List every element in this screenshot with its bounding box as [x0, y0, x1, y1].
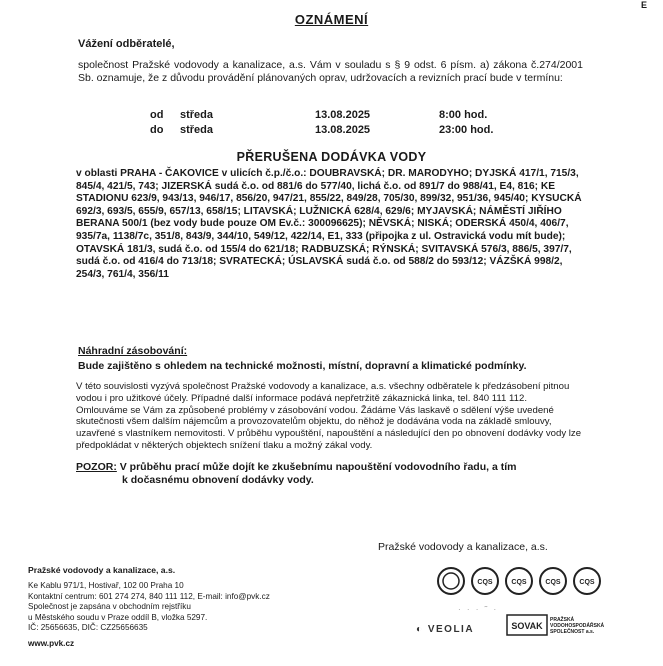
schedule-date: 13.08.2025 — [315, 124, 371, 136]
sovak-subtext: PRAŽSKÁ VODOHOSPODÁŘSKÁ SPOLEČNOST a.s. — [550, 617, 605, 635]
seal-icon — [574, 568, 600, 594]
footer-ids: IČ: 25656635, DIČ: CZ25656635 — [28, 623, 148, 633]
warning-label: POZOR: — [76, 461, 117, 473]
seal-label: CQS — [545, 579, 561, 586]
notice-paragraph-2: Omlouváme se Vám za způsobené problémy v zásobování vodou. Žádáme Vás laskavě o sdělení výše uvedené skutečnosti všem dalším nájemcům a provozovatelům objektu, do něhož je dodávána voda na základě smlouvy, uzavřené s vlastníkem nemovitosti. V průběhu vypouštění, napouštění a následující den po obnovení dodávky vody lze předpokládat v některých objektech snížení tlaku a možný zákal vody. — [76, 404, 582, 451]
seal-label: CQS — [477, 579, 493, 586]
certification-seals — [436, 566, 606, 596]
outage-area-text: v oblasti PRAHA - ČAKOVICE v ulicích č.p./č.o.: DOUBRAVSKÁ; DR. MARODYHO; DYJSKÁ 417/1, 715/3, 845/4, 421/5, 743; JIZERSKÁ sudá č.o. od 881/6 do 577/40, lichá č.o. od 891/7 do 988/41, E4, 816; KE STADIONU 623/9, 943/13, 946/17, 856/20, 947/21, 855/22, 849/28, 705/30, 899/32, 951/36, 945/40; KYSUCKÁ 692/3, 693/5, 655/9, 657/13, 658/15; LITAVSKÁ; LUŽNICKÁ 628/4, 629/6; MYJAVSKÁ; NÁMĚSTÍ JIŘÍHO BERANA 500/1 (bez vody bude pouze OM Ev.č.: 300096625); NĚVSKÁ; NISKÁ; ODERSKÁ 450/4, 406/7, 935/7a, 1138/7c, 351/8, 843/9, 344/10, 549/12, 422/14, E1, 333 (připojka z ul. Ostravická vodu mít bude); OTAVSKÁ 181/3, sudá č.o. od 155/4 do 621/18; RADBUZSKÁ; RÝNSKÁ; SVITAVSKÁ 576/3, 886/5, 397/7, sudá č.o. od 416/4 do 713/18; SVRATECKÁ; ÚSLAVSKÁ sudá č.o. od 588/2 do 593/12; VÁZŠKÁ 998/2, 254/3, 761/4, 356/11 — [76, 168, 582, 280]
schedule-time: 23:00 hod. — [439, 124, 494, 136]
sovak-text: SOVAK — [511, 621, 543, 631]
veolia-icon: ◐ — [416, 624, 424, 635]
outage-heading: PŘERUŠENA DODÁVKA VODY — [236, 150, 427, 164]
notice-block — [76, 381, 586, 452]
footer-company-name: Pražské vodovody a kanalizace, a.s. — [28, 565, 176, 575]
seal-icon — [472, 568, 498, 594]
warning-line-2: k dočasnému obnovení dodávky vody. — [122, 474, 314, 486]
greeting: Vážení odběratelé, — [78, 38, 175, 50]
warning-block — [76, 461, 586, 487]
seal-label: CQS — [579, 579, 595, 586]
corner-mark: E — [641, 0, 648, 10]
schedule-time: 8:00 hod. — [439, 109, 488, 121]
schedule-day: středa — [180, 109, 214, 121]
footer-address: Ke Kablu 971/1, Hostivař, 102 00 Praha 10 — [28, 581, 184, 591]
intro-paragraph: společnost Pražské vodovody a kanalizace, a.s. Vám v souladu s § 9 odst. 6 písm. a) zákona č.274/2001 Sb. oznamuje, že z důvodu provádění plánovaných oprav, udržovacích a revizních prací bude v termínu: — [78, 59, 583, 84]
warning-line-1: V průběhu prací může dojít ke zkušebnímu napouštění vodovodního řadu, a tím — [119, 461, 517, 473]
schedule-prefix: od — [150, 109, 164, 121]
sovak-logo-icon — [506, 614, 548, 636]
schedule-prefix: do — [150, 124, 164, 136]
footer-company-info — [28, 565, 270, 650]
footer-contact: Kontaktní centrum: 601 274 274, 840 111 112, E-mail: info@pvk.cz — [28, 591, 270, 601]
document-title: OZNÁMENÍ — [294, 12, 369, 27]
footer-registry-2: u Městského soudu v Praze oddíl B, vložka 5297. — [28, 612, 208, 622]
schedule-date: 13.08.2025 — [315, 109, 371, 121]
seal-label: CQS — [511, 579, 527, 586]
schedule-day: středa — [180, 124, 214, 136]
veolia-text: VEOLIA — [427, 624, 475, 635]
notice-paragraph-1: V této souvislosti vyzývá společnost Pražské vodovody a kanalizace, a.s. všechny odběratele k předzásobení pitnou vodou i pro užitkové účely. Případné další informace podává nepřetržitě zákaznická linka, tel. 840 111 112. — [76, 381, 570, 404]
schedule-row-to — [150, 124, 493, 139]
replacement-text: Bude zajištěno s ohledem na technické možnosti, místní, dopravní a klimatické podmínky. — [78, 360, 527, 372]
signature-scribble: · · · ˜ · — [458, 605, 499, 614]
seal-icon — [506, 568, 532, 594]
footer-registry-1: Společnost je zapsána v obchodním rejstříku — [28, 602, 191, 612]
schedule-table — [150, 109, 493, 139]
signature: Pražské vodovody a kanalizace, a.s. — [378, 541, 548, 553]
seal-icon — [438, 568, 464, 594]
schedule-row-from — [150, 109, 493, 124]
veolia-logo — [416, 624, 474, 635]
seal-icon — [540, 568, 566, 594]
replacement-title: Náhradní zásobování: — [78, 345, 188, 357]
footer-website-link[interactable]: www.pvk.cz — [28, 639, 75, 649]
